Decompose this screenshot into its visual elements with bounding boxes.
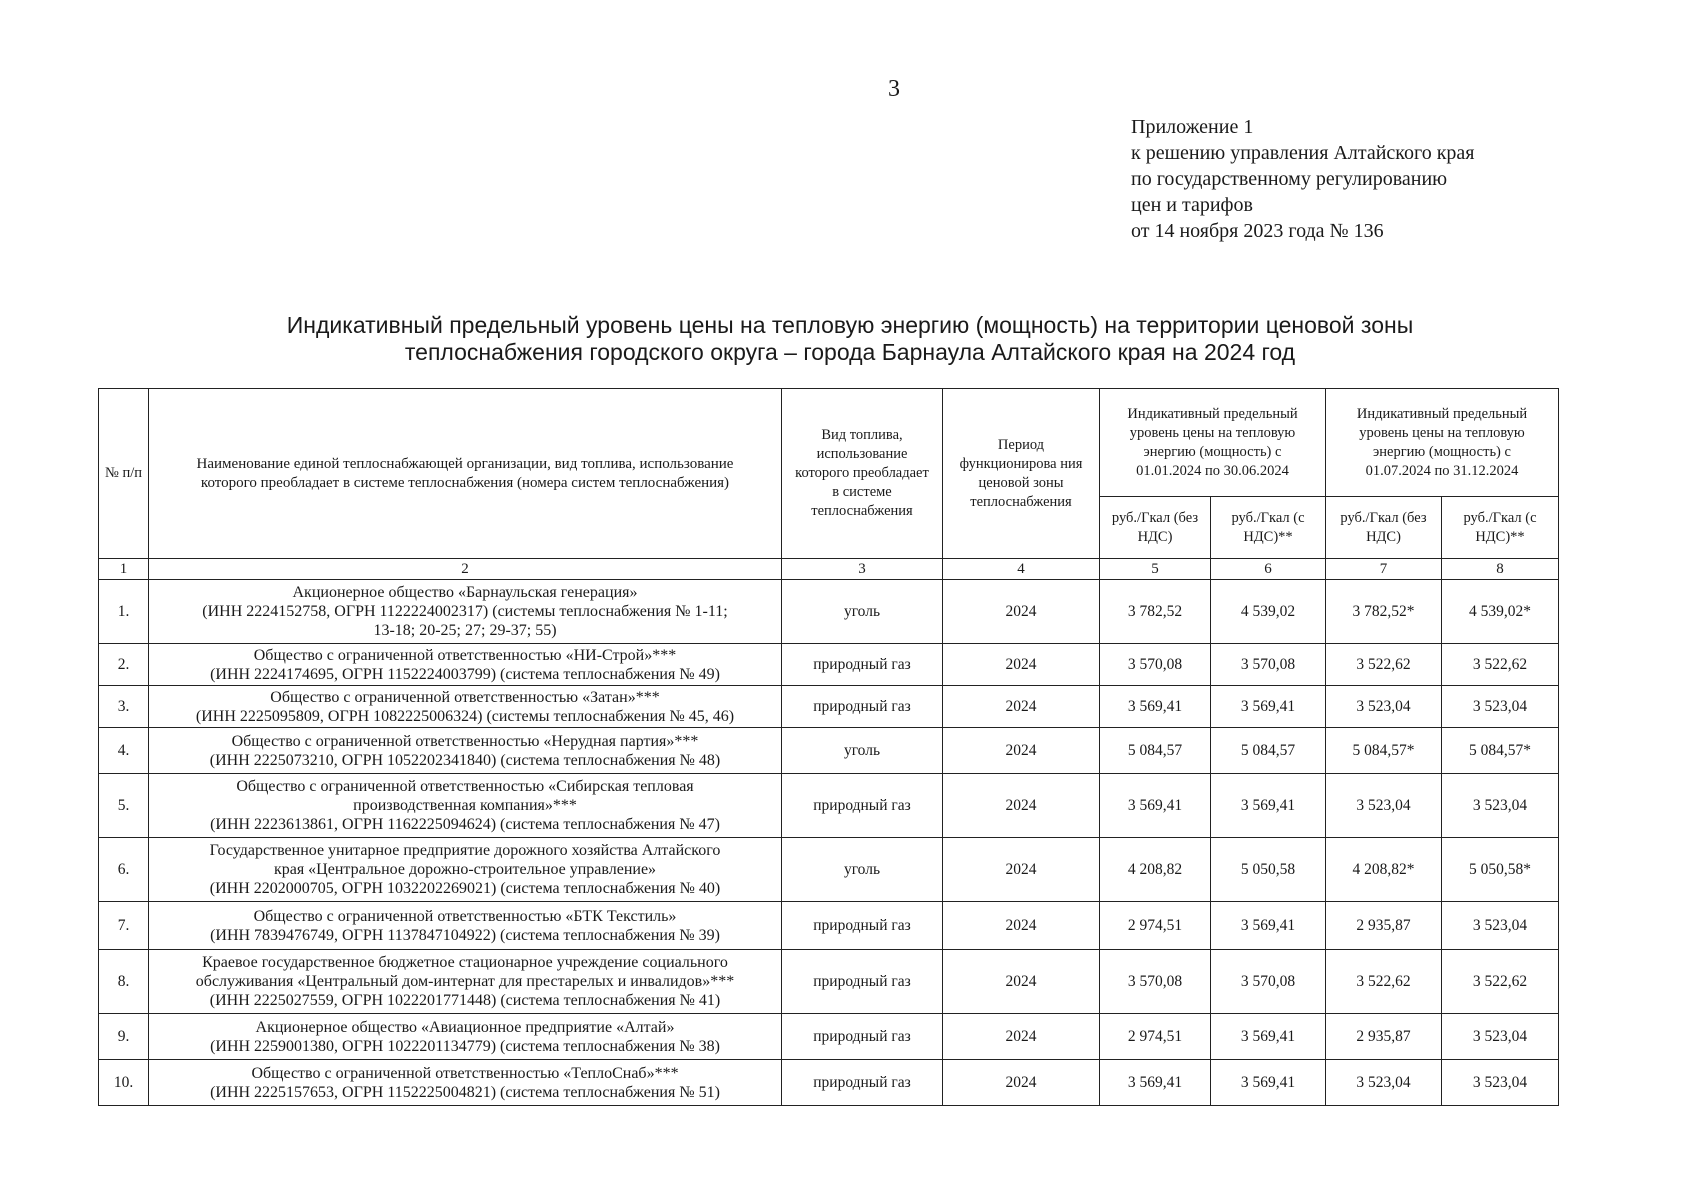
price-h2-no-vat: 3 523,04 (1326, 1060, 1442, 1106)
price-h2-no-vat: 2 935,87 (1326, 902, 1442, 950)
period-cell: 2024 (943, 644, 1100, 686)
price-h1-vat: 3 569,41 (1211, 902, 1326, 950)
price-h2-no-vat: 3 522,62 (1326, 950, 1442, 1014)
appendix-line: Приложение 1 (1131, 116, 1254, 138)
organization-line: края «Центральное дорожно-строительное управление» (273, 861, 657, 878)
price-h2-vat: 3 523,04 (1442, 774, 1559, 838)
price-h1-vat: 4 539,02 (1211, 580, 1326, 644)
price-h1-no-vat: 3 782,52 (1100, 580, 1211, 644)
organization-line: (ИНН 2259001380, ОГРН 1022201134779) (система теплоснабжения № 38) (210, 1037, 720, 1055)
title-line: Индикативный предельный уровень цены на тепловую энергию (мощность) на территории ценовой зоны (286, 312, 1414, 338)
period-cell: 2024 (943, 1060, 1100, 1106)
organization-line: (ИНН 7839476749, ОГРН 1137847104922) (система теплоснабжения № 39) (210, 926, 720, 944)
organization-line: Краевое государственное бюджетное стационарное учреждение социального (202, 954, 728, 971)
table-row (99, 728, 1559, 774)
column-index: 1 (99, 559, 149, 580)
price-h1-vat: 5 084,57 (1211, 728, 1326, 774)
price-h1-no-vat: 3 570,08 (1100, 950, 1211, 1014)
price-h2-vat: 3 523,04 (1442, 902, 1559, 950)
fuel-cell: природный газ (782, 902, 943, 950)
price-h1-no-vat: 2 974,51 (1100, 902, 1211, 950)
column-index: 3 (782, 559, 943, 580)
table-row (99, 644, 1559, 686)
appendix-line: к решению управления Алтайского края (1131, 142, 1475, 164)
organization-cell (149, 950, 782, 1014)
period-cell: 2024 (943, 774, 1100, 838)
price-h2-vat: 5 050,58* (1442, 838, 1559, 902)
organization-line: (ИНН 2224174695, ОГРН 1152224003799) (система теплоснабжения № 49) (210, 665, 720, 683)
appendix-line: от 14 ноября 2023 года № 136 (1131, 220, 1384, 242)
row-number: 9. (99, 1014, 149, 1060)
organization-cell (149, 580, 782, 644)
column-index: 4 (943, 559, 1100, 580)
price-h2-vat: 4 539,02* (1442, 580, 1559, 644)
price-h2-vat: 3 523,04 (1442, 686, 1559, 728)
organization-line: Общество с ограниченной ответственностью «Нерудная партия»*** (231, 732, 699, 750)
price-h1-vat: 3 570,08 (1211, 950, 1326, 1014)
price-h1-vat: 3 569,41 (1211, 686, 1326, 728)
price-h1-no-vat: 2 974,51 (1100, 1014, 1211, 1060)
column-index: 6 (1211, 559, 1326, 580)
header-organization: Наименование единой теплоснабжающей организации, вид топлива, использование которого преобладает в системе теплоснабжения (номера систем теплоснабжения) (149, 389, 782, 559)
row-number: 6. (99, 838, 149, 902)
header-unit-no-vat: руб./Гкал (без НДС) (1326, 497, 1442, 559)
price-h1-vat: 3 569,41 (1211, 1014, 1326, 1060)
header-unit-vat: руб./Гкал (с НДС)** (1211, 497, 1326, 559)
price-h2-no-vat: 3 523,04 (1326, 774, 1442, 838)
row-number: 10. (99, 1060, 149, 1106)
price-h1-vat: 5 050,58 (1211, 838, 1326, 902)
fuel-cell: уголь (782, 728, 943, 774)
price-h2-no-vat: 3 523,04 (1326, 686, 1442, 728)
column-index: 5 (1100, 559, 1211, 580)
organization-line: Общество с ограниченной ответственностью «БТК Текстиль» (253, 907, 677, 925)
row-number: 3. (99, 686, 149, 728)
appendix-line: цен и тарифов (1131, 194, 1253, 216)
fuel-cell: природный газ (782, 950, 943, 1014)
period-cell: 2024 (943, 686, 1100, 728)
price-h1-no-vat: 5 084,57 (1100, 728, 1211, 774)
table-row (99, 1014, 1559, 1060)
organization-line: обслуживания «Центральный дом-интернат для престарелых и инвалидов»*** (195, 973, 735, 990)
organization-cell (149, 774, 782, 838)
price-h2-no-vat: 5 084,57* (1326, 728, 1442, 774)
table-row (99, 580, 1559, 644)
column-index: 2 (149, 559, 782, 580)
organization-line: (ИНН 2223613861, ОГРН 1162225094624) (система теплоснабжения № 47) (210, 816, 720, 833)
column-index: 7 (1326, 559, 1442, 580)
organization-cell (149, 1014, 782, 1060)
price-h1-no-vat: 3 569,41 (1100, 686, 1211, 728)
period-cell: 2024 (943, 580, 1100, 644)
fuel-cell: природный газ (782, 1060, 943, 1106)
price-h1-vat: 3 570,08 (1211, 644, 1326, 686)
document-title (100, 312, 1600, 366)
appendix-line: по государственному регулированию (1131, 168, 1448, 190)
row-number: 2. (99, 644, 149, 686)
organization-line: Акционерное общество «Барнаульская генерация» (292, 584, 638, 601)
table-row (99, 838, 1559, 902)
organization-line: (ИНН 2225157653, ОГРН 1152225004821) (система теплоснабжения № 51) (210, 1083, 720, 1101)
fuel-cell: природный газ (782, 686, 943, 728)
price-h1-no-vat: 3 569,41 (1100, 774, 1211, 838)
organization-line: Общество с ограниченной ответственностью «ТеплоСнаб»*** (251, 1064, 679, 1082)
organization-cell (149, 1060, 782, 1106)
page-number: 3 (888, 76, 900, 102)
tariff-table (98, 388, 1559, 1106)
organization-cell (149, 644, 782, 686)
period-cell: 2024 (943, 902, 1100, 950)
period-cell: 2024 (943, 728, 1100, 774)
price-h1-no-vat: 4 208,82 (1100, 838, 1211, 902)
organization-cell (149, 902, 782, 950)
organization-line: производственная компания»*** (353, 797, 577, 814)
row-number: 7. (99, 902, 149, 950)
organization-line: (ИНН 2225073210, ОГРН 1052202341840) (система теплоснабжения № 48) (209, 751, 721, 769)
table-row (99, 1060, 1559, 1106)
price-h1-vat: 3 569,41 (1211, 1060, 1326, 1106)
organization-cell (149, 728, 782, 774)
organization-line: (ИНН 2224152758, ОГРН 1122224002317) (системы теплоснабжения № 1-11; (202, 603, 728, 620)
organization-cell (149, 838, 782, 902)
price-h2-no-vat: 3 522,62 (1326, 644, 1442, 686)
header-number: № п/п (99, 389, 149, 559)
table-row (99, 686, 1559, 728)
header-unit-vat: руб./Гкал (с НДС)** (1442, 497, 1559, 559)
organization-line: Акционерное общество «Авиационное предприятие «Алтай» (255, 1018, 675, 1036)
title-line: теплоснабжения городского округа – города Барнаула Алтайского края на 2024 год (404, 339, 1296, 365)
fuel-cell: природный газ (782, 644, 943, 686)
row-number: 4. (99, 728, 149, 774)
price-h2-no-vat: 2 935,87 (1326, 1014, 1442, 1060)
fuel-cell: природный газ (782, 774, 943, 838)
row-number: 5. (99, 774, 149, 838)
column-index: 8 (1442, 559, 1559, 580)
row-number: 1. (99, 580, 149, 644)
organization-line: 13-18; 20-25; 27; 29-37; 55) (373, 622, 557, 639)
price-h2-vat: 5 084,57* (1442, 728, 1559, 774)
price-h1-vat: 3 569,41 (1211, 774, 1326, 838)
header-price-h1: Индикативный предельный уровень цены на тепловую энергию (мощность) с 01.01.2024 по 30.06.2024 (1100, 389, 1326, 497)
price-h2-vat: 3 522,62 (1442, 950, 1559, 1014)
price-h2-no-vat: 3 782,52* (1326, 580, 1442, 644)
column-index-row (99, 559, 1559, 580)
organization-line: Общество с ограниченной ответственностью «Сибирская тепловая (236, 778, 694, 795)
organization-line: Общество с ограниченной ответственностью «НИ-Строй»*** (253, 646, 677, 664)
fuel-cell: уголь (782, 580, 943, 644)
header-unit-no-vat: руб./Гкал (без НДС) (1100, 497, 1211, 559)
organization-line: (ИНН 2225027559, ОГРН 1022201771448) (система теплоснабжения № 41) (209, 992, 721, 1009)
table-row (99, 902, 1559, 950)
price-h1-no-vat: 3 570,08 (1100, 644, 1211, 686)
organization-line: (ИНН 2202000705, ОГРН 1032202269021) (система теплоснабжения № 40) (209, 880, 721, 897)
period-cell: 2024 (943, 1014, 1100, 1060)
row-number: 8. (99, 950, 149, 1014)
price-h2-vat: 3 523,04 (1442, 1060, 1559, 1106)
table-row (99, 774, 1559, 838)
header-fuel: Вид топлива, использование которого преобладает в системе теплоснабжения (782, 389, 943, 559)
organization-line: Общество с ограниченной ответственностью «Затан»*** (270, 688, 660, 706)
table-row (99, 950, 1559, 1014)
organization-line: Государственное унитарное предприятие дорожного хозяйства Алтайского (209, 842, 721, 859)
appendix-reference (1131, 114, 1475, 244)
price-h2-vat: 3 523,04 (1442, 1014, 1559, 1060)
fuel-cell: природный газ (782, 1014, 943, 1060)
organization-line: (ИНН 2225095809, ОГРН 1082225006324) (системы теплоснабжения № 45, 46) (195, 707, 735, 725)
fuel-cell: уголь (782, 838, 943, 902)
period-cell: 2024 (943, 950, 1100, 1014)
price-h1-no-vat: 3 569,41 (1100, 1060, 1211, 1106)
price-h2-vat: 3 522,62 (1442, 644, 1559, 686)
price-h2-no-vat: 4 208,82* (1326, 838, 1442, 902)
organization-cell (149, 686, 782, 728)
period-cell: 2024 (943, 838, 1100, 902)
header-price-h2: Индикативный предельный уровень цены на тепловую энергию (мощность) с 01.07.2024 по 31.12.2024 (1326, 389, 1559, 497)
header-period: Период функционирова ния ценовой зоны теплоснабжения (943, 389, 1100, 559)
